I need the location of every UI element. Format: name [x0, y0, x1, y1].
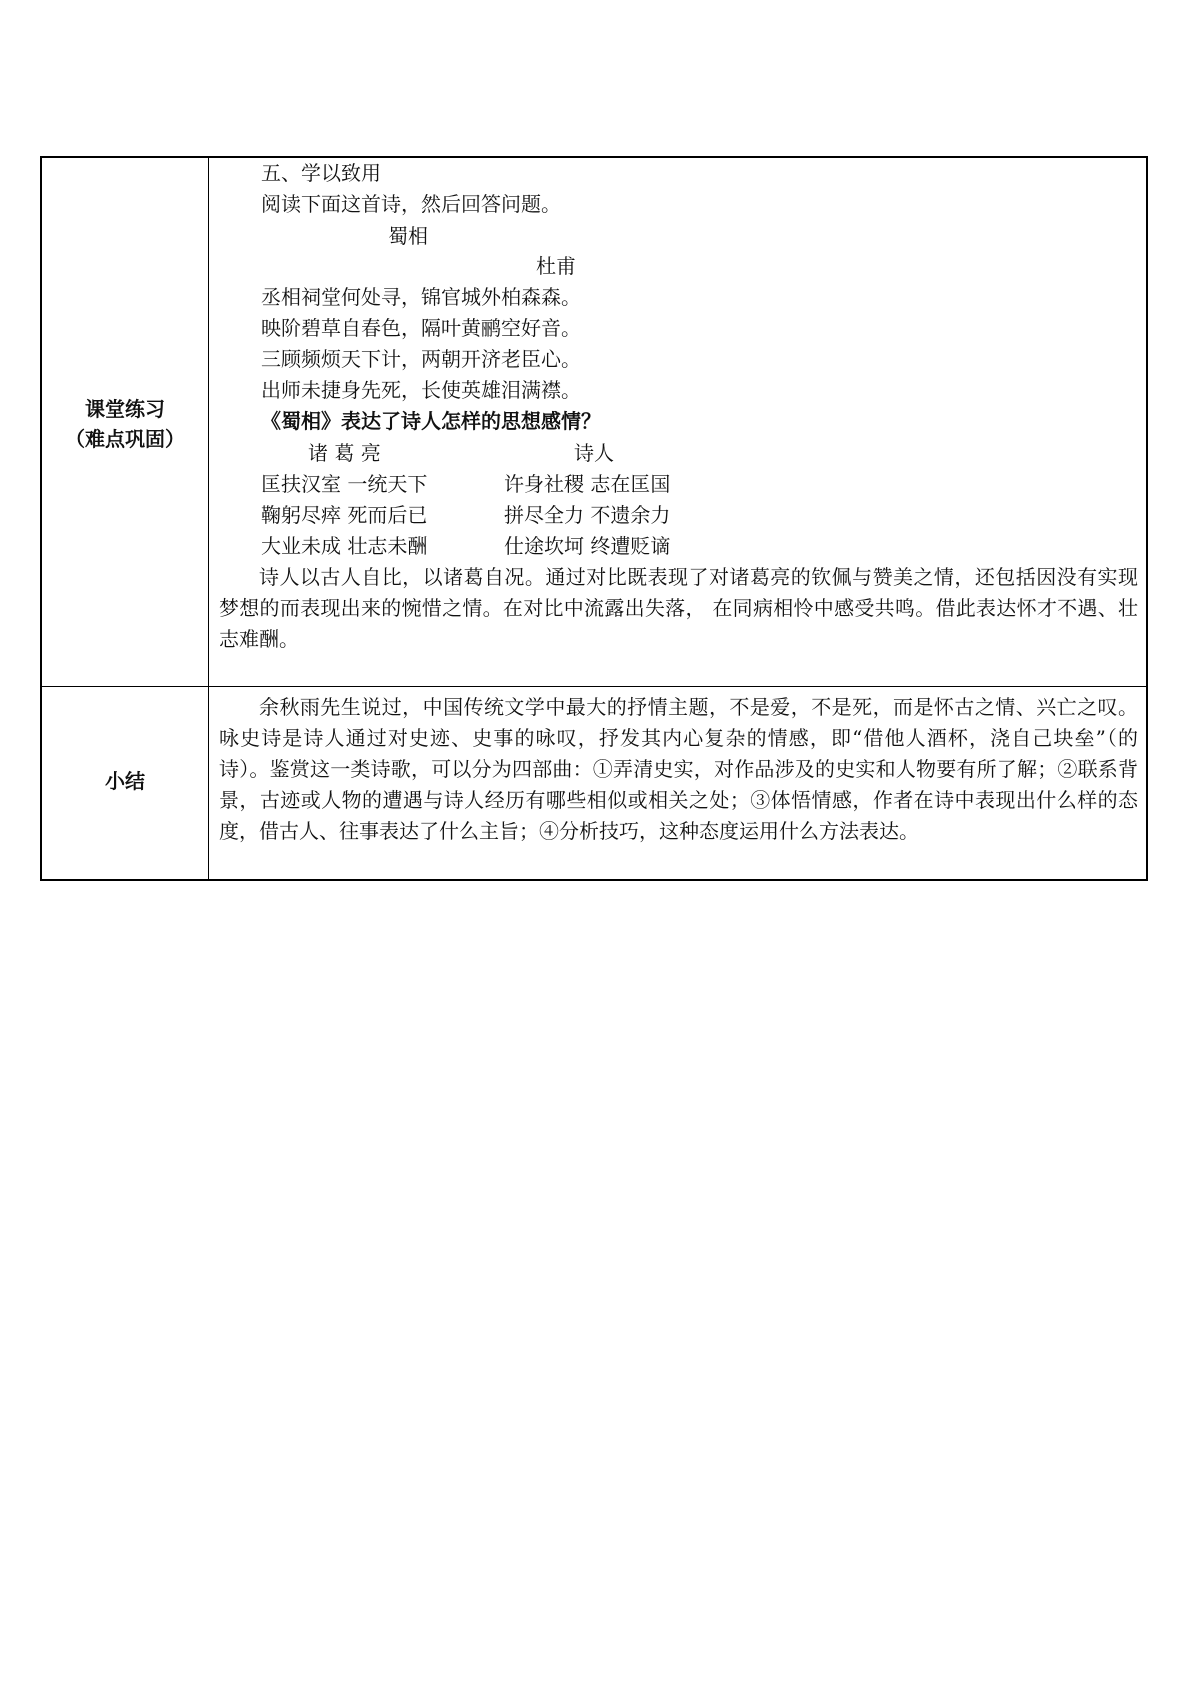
comparison-cell: 大业未成 壮志未酬 [261, 534, 428, 558]
label-line: （难点巩固） [65, 427, 185, 451]
question: 《蜀相》表达了诗人怎样的思想感情？ [261, 409, 601, 433]
section-title: 五、学以致用 [261, 161, 381, 185]
poem-author: 杜甫 [536, 254, 576, 278]
comparison-cell: 仕途坎坷 终遭贬谪 [504, 534, 671, 558]
poem-line: 丞相祠堂何处寻，锦官城外柏森森。 [261, 285, 581, 309]
instruction: 阅读下面这首诗，然后回答问题。 [261, 192, 561, 216]
row-label-summary [42, 766, 208, 796]
comparison-header: 诸 葛 亮 [308, 441, 381, 465]
comparison-cell: 匡扶汉室 一统天下 [261, 472, 428, 496]
practice-content [208, 158, 1146, 686]
summary-paragraph: 余秋雨先生说过，中国传统文学中最大的抒情主题，不是爱，不是死，而是怀古之情、兴亡之叹。咏史诗是诗人通过对史迹、史事的咏叹，抒发其内心复杂的情感，即“借他人酒杯，浇自己块垒”（的诗）。鉴赏这一类诗歌，可以分为四部曲：①弄清史实，对作品涉及的史实和人物要有所了解；②联系背景，古迹或人物的遭遇与诗人经历有哪些相似或相关之处；③体悟情感，作者在诗中表现出什么样的态度，借古人、往事表达了什么主旨；④分析技巧，这种态度运用什么方法表达。 [219, 695, 1138, 843]
poem-line: 三顾频烦天下计，两朝开济老臣心。 [261, 347, 581, 371]
lesson-table [40, 156, 1148, 881]
summary-content [208, 687, 1146, 879]
label-line: 课堂练习 [85, 397, 165, 421]
answer-paragraph: 诗人以古人自比，以诸葛自况。通过对比既表现了对诸葛亮的钦佩与赞美之情，还包括因没有实现梦想的而表现出来的惋惜之情。在对比中流露出失落， 在同病相怜中感受共鸣。借此表达怀才不遇、壮志难酬。 [219, 565, 1138, 651]
comparison-cell: 拼尽全力 不遗余力 [504, 503, 671, 527]
label-line: 小结 [105, 769, 145, 793]
row-label-practice [42, 394, 208, 454]
comparison-cell: 许身社稷 志在匡国 [504, 472, 671, 496]
comparison-header: 诗人 [574, 441, 614, 465]
poem-line: 出师未捷身先死，长使英雄泪满襟。 [261, 378, 581, 402]
poem-title: 蜀相 [388, 224, 428, 248]
comparison-cell: 鞠躬尽瘁 死而后已 [261, 503, 428, 527]
poem-line: 映阶碧草自春色，隔叶黄鹂空好音。 [261, 316, 581, 340]
